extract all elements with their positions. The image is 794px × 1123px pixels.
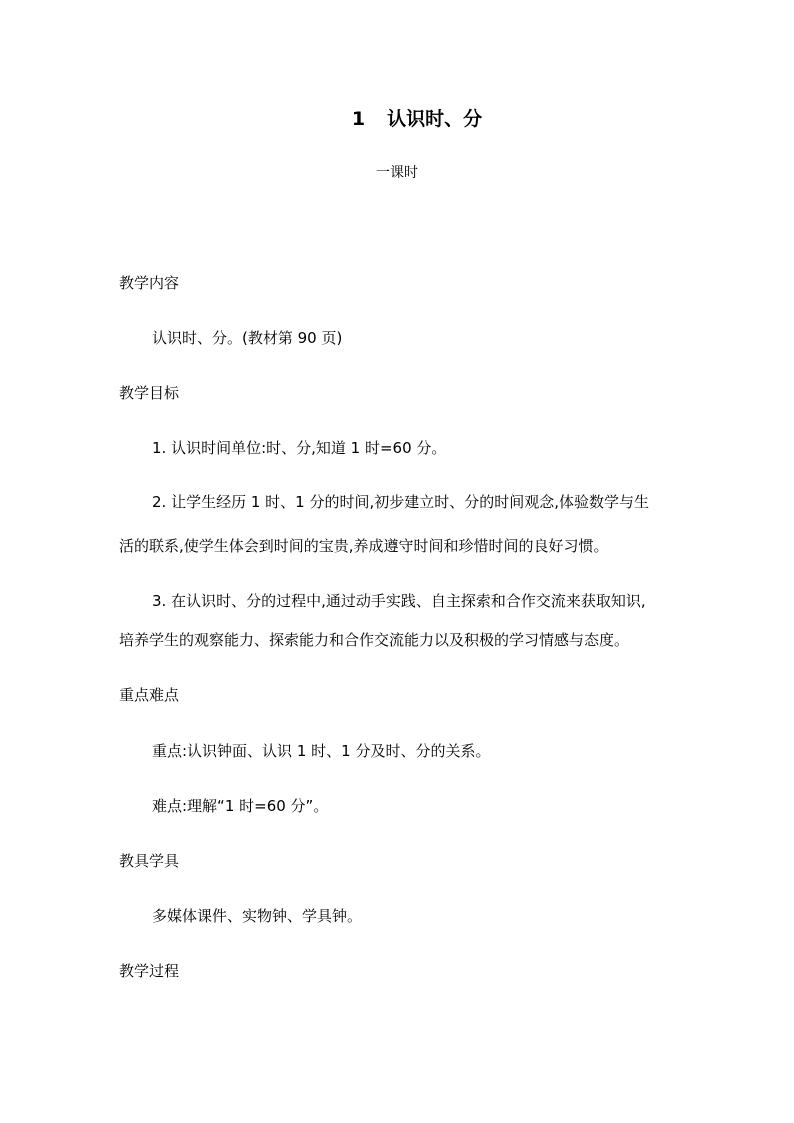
difficult-point-text: 难点:理解“1 时=60 分”。 [152, 797, 329, 815]
title-text: 认识时、分 [387, 108, 483, 130]
title-number: 1 [351, 108, 366, 130]
subtitle: 一课时 [376, 165, 418, 181]
heading-teaching-content: 教学内容 [119, 274, 180, 292]
heading-teaching-tools: 教具学具 [119, 852, 180, 870]
key-point-text: 重点:认识钟面、认识 1 时、1 分及时、分的关系。 [152, 742, 491, 760]
teaching-tools-text: 多媒体课件、实物钟、学具钟。 [152, 907, 363, 925]
teaching-content-text: 认识时、分。(教材第 90 页) [152, 329, 343, 347]
heading-teaching-goals: 教学目标 [119, 384, 180, 402]
goal-2-line-2: 活的联系,使学生体会到时间的宝贵,养成遵守时间和珍惜时间的良好习惯。 [119, 537, 609, 555]
heading-teaching-process: 教学过程 [119, 962, 180, 980]
page-title [0, 107, 794, 131]
goal-2-line-1: 2. 让学生经历 1 时、1 分的时间,初步建立时、分的时间观念,体验数学与生 [152, 493, 650, 511]
goal-1: 1. 认识时间单位:时、分,知道 1 时=60 分。 [152, 439, 447, 457]
goal-3-line-2: 培养学生的观察能力、探索能力和合作交流能力以及积极的学习情感与态度。 [119, 631, 630, 649]
goal-3-line-1: 3. 在认识时、分的过程中,通过动手实践、自主探索和合作交流来获取知识, [152, 592, 646, 610]
heading-key-points: 重点难点 [119, 686, 180, 704]
